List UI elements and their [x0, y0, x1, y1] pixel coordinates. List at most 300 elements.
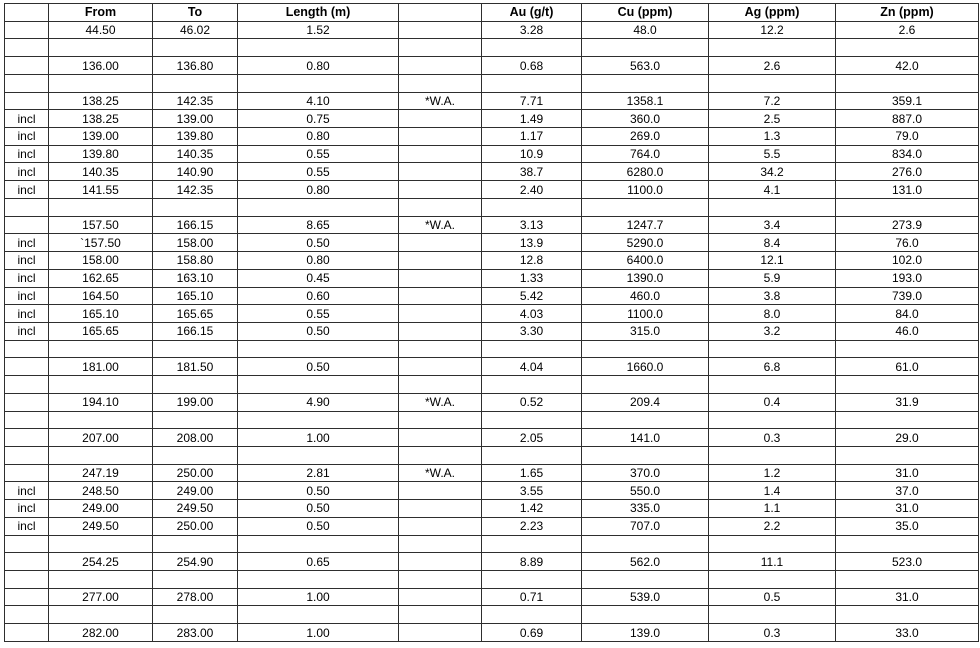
cell-from: [49, 606, 153, 624]
cell-length: [238, 376, 399, 394]
cell-from: [49, 446, 153, 464]
spacer-row: [5, 340, 979, 358]
table-row: [5, 92, 979, 110]
header-cell-wa: [399, 4, 482, 22]
cell-ag: 5.5: [709, 145, 836, 163]
cell-marker: [5, 358, 49, 376]
cell-cu: 48.0: [582, 21, 709, 39]
cell-cu: 707.0: [582, 517, 709, 535]
cell-marker: incl: [5, 482, 49, 500]
table-row: [5, 322, 979, 340]
cell-from: 138.25: [49, 92, 153, 110]
cell-cu: 209.4: [582, 393, 709, 411]
cell-wa: [399, 535, 482, 553]
cell-cu: 370.0: [582, 464, 709, 482]
cell-au: 3.30: [482, 322, 582, 340]
cell-au: [482, 606, 582, 624]
cell-cu: 269.0: [582, 128, 709, 146]
cell-to: [153, 74, 238, 92]
cell-au: [482, 74, 582, 92]
cell-zn: [836, 198, 979, 216]
cell-length: 0.55: [238, 305, 399, 323]
cell-zn: 273.9: [836, 216, 979, 234]
cell-length: 2.81: [238, 464, 399, 482]
cell-zn: 42.0: [836, 57, 979, 75]
table-row: [5, 21, 979, 39]
cell-to: [153, 340, 238, 358]
cell-cu: 1100.0: [582, 181, 709, 199]
cell-marker: [5, 535, 49, 553]
cell-ag: 1.1: [709, 500, 836, 518]
header-cell-to: To: [153, 4, 238, 22]
cell-marker: incl: [5, 145, 49, 163]
cell-ag: 2.5: [709, 110, 836, 128]
header-cell-marker: [5, 4, 49, 22]
cell-from: [49, 39, 153, 57]
cell-ag: 1.4: [709, 482, 836, 500]
table-row: [5, 464, 979, 482]
spacer-row: [5, 376, 979, 394]
cell-length: 0.80: [238, 57, 399, 75]
cell-zn: 31.0: [836, 500, 979, 518]
cell-marker: incl: [5, 163, 49, 181]
cell-cu: [582, 535, 709, 553]
cell-ag: 5.9: [709, 269, 836, 287]
cell-au: 1.49: [482, 110, 582, 128]
cell-from: 165.10: [49, 305, 153, 323]
cell-wa: [399, 588, 482, 606]
cell-length: 0.75: [238, 110, 399, 128]
table-row: [5, 393, 979, 411]
cell-wa: [399, 429, 482, 447]
cell-zn: [836, 74, 979, 92]
cell-marker: incl: [5, 322, 49, 340]
cell-from: 254.25: [49, 553, 153, 571]
table-row: [5, 128, 979, 146]
cell-ag: [709, 376, 836, 394]
cell-ag: [709, 571, 836, 589]
cell-zn: [836, 39, 979, 57]
cell-to: 249.50: [153, 500, 238, 518]
cell-from: 158.00: [49, 252, 153, 270]
cell-length: 0.50: [238, 517, 399, 535]
cell-wa: [399, 269, 482, 287]
cell-au: 5.42: [482, 287, 582, 305]
cell-length: 0.50: [238, 322, 399, 340]
cell-ag: 2.6: [709, 57, 836, 75]
cell-zn: 76.0: [836, 234, 979, 252]
assay-table-body: [5, 21, 979, 641]
cell-cu: 5290.0: [582, 234, 709, 252]
spacer-row: [5, 606, 979, 624]
cell-marker: incl: [5, 305, 49, 323]
cell-to: 254.90: [153, 553, 238, 571]
cell-marker: [5, 429, 49, 447]
cell-ag: [709, 606, 836, 624]
cell-to: 165.65: [153, 305, 238, 323]
cell-cu: [582, 446, 709, 464]
table-row: [5, 482, 979, 500]
cell-wa: [399, 340, 482, 358]
cell-au: 8.89: [482, 553, 582, 571]
cell-to: 199.00: [153, 393, 238, 411]
cell-zn: [836, 446, 979, 464]
cell-wa: [399, 553, 482, 571]
cell-to: 158.80: [153, 252, 238, 270]
cell-to: [153, 39, 238, 57]
cell-ag: [709, 198, 836, 216]
cell-marker: [5, 74, 49, 92]
cell-cu: 1100.0: [582, 305, 709, 323]
cell-au: 1.42: [482, 500, 582, 518]
cell-ag: [709, 446, 836, 464]
cell-to: 166.15: [153, 216, 238, 234]
cell-marker: incl: [5, 517, 49, 535]
cell-marker: incl: [5, 128, 49, 146]
cell-length: 0.80: [238, 128, 399, 146]
cell-from: 162.65: [49, 269, 153, 287]
spacer-row: [5, 446, 979, 464]
cell-marker: incl: [5, 110, 49, 128]
cell-to: 139.00: [153, 110, 238, 128]
cell-from: 249.50: [49, 517, 153, 535]
cell-au: 1.33: [482, 269, 582, 287]
cell-ag: 0.5: [709, 588, 836, 606]
table-row: [5, 553, 979, 571]
cell-to: 208.00: [153, 429, 238, 447]
cell-wa: [399, 624, 482, 642]
cell-zn: [836, 376, 979, 394]
cell-from: 249.00: [49, 500, 153, 518]
cell-wa: [399, 39, 482, 57]
table-row: [5, 181, 979, 199]
cell-au: 2.05: [482, 429, 582, 447]
cell-length: 8.65: [238, 216, 399, 234]
cell-wa: [399, 128, 482, 146]
header-cell-from: From: [49, 4, 153, 22]
cell-au: [482, 535, 582, 553]
table-row: [5, 305, 979, 323]
cell-length: 0.45: [238, 269, 399, 287]
cell-from: `157.50: [49, 234, 153, 252]
cell-ag: [709, 411, 836, 429]
cell-length: [238, 571, 399, 589]
cell-cu: 1358.1: [582, 92, 709, 110]
cell-length: [238, 606, 399, 624]
cell-marker: [5, 376, 49, 394]
cell-from: [49, 376, 153, 394]
cell-from: 165.65: [49, 322, 153, 340]
cell-zn: 31.0: [836, 588, 979, 606]
spacer-row: [5, 39, 979, 57]
cell-from: [49, 340, 153, 358]
cell-ag: 1.3: [709, 128, 836, 146]
cell-marker: [5, 464, 49, 482]
cell-zn: [836, 411, 979, 429]
cell-length: 1.52: [238, 21, 399, 39]
cell-from: [49, 74, 153, 92]
cell-ag: 1.2: [709, 464, 836, 482]
cell-to: [153, 411, 238, 429]
cell-to: 250.00: [153, 464, 238, 482]
cell-from: 207.00: [49, 429, 153, 447]
cell-cu: [582, 340, 709, 358]
cell-ag: 0.3: [709, 429, 836, 447]
cell-length: 0.50: [238, 500, 399, 518]
cell-length: 0.50: [238, 358, 399, 376]
cell-length: 0.80: [238, 181, 399, 199]
cell-cu: 539.0: [582, 588, 709, 606]
cell-ag: 34.2: [709, 163, 836, 181]
cell-cu: 764.0: [582, 145, 709, 163]
spacer-row: [5, 535, 979, 553]
cell-ag: 0.4: [709, 393, 836, 411]
cell-cu: 460.0: [582, 287, 709, 305]
cell-to: 139.80: [153, 128, 238, 146]
cell-to: 165.10: [153, 287, 238, 305]
cell-au: 4.04: [482, 358, 582, 376]
cell-cu: 1660.0: [582, 358, 709, 376]
cell-cu: 550.0: [582, 482, 709, 500]
cell-length: 1.00: [238, 588, 399, 606]
cell-length: 0.60: [238, 287, 399, 305]
table-row: [5, 163, 979, 181]
table-row: [5, 358, 979, 376]
cell-cu: 6280.0: [582, 163, 709, 181]
cell-zn: 887.0: [836, 110, 979, 128]
cell-cu: [582, 606, 709, 624]
cell-to: [153, 535, 238, 553]
cell-to: 136.80: [153, 57, 238, 75]
cell-marker: [5, 57, 49, 75]
cell-ag: 0.3: [709, 624, 836, 642]
cell-ag: 4.1: [709, 181, 836, 199]
cell-from: [49, 411, 153, 429]
cell-to: 142.35: [153, 181, 238, 199]
cell-ag: 7.2: [709, 92, 836, 110]
cell-au: [482, 411, 582, 429]
cell-au: [482, 376, 582, 394]
table-row: [5, 234, 979, 252]
table-row: [5, 110, 979, 128]
cell-wa: *W.A.: [399, 216, 482, 234]
cell-wa: [399, 411, 482, 429]
cell-zn: 31.0: [836, 464, 979, 482]
cell-to: 166.15: [153, 322, 238, 340]
cell-zn: 131.0: [836, 181, 979, 199]
cell-zn: 46.0: [836, 322, 979, 340]
cell-wa: [399, 322, 482, 340]
cell-zn: 79.0: [836, 128, 979, 146]
cell-zn: 102.0: [836, 252, 979, 270]
cell-marker: incl: [5, 269, 49, 287]
cell-au: 1.65: [482, 464, 582, 482]
table-row: [5, 216, 979, 234]
cell-length: 0.50: [238, 482, 399, 500]
cell-wa: [399, 358, 482, 376]
cell-zn: 523.0: [836, 553, 979, 571]
cell-zn: 31.9: [836, 393, 979, 411]
cell-cu: 141.0: [582, 429, 709, 447]
cell-marker: [5, 92, 49, 110]
cell-length: [238, 535, 399, 553]
cell-cu: 563.0: [582, 57, 709, 75]
header-cell-ag: Ag (ppm): [709, 4, 836, 22]
table-row: [5, 500, 979, 518]
cell-to: 142.35: [153, 92, 238, 110]
cell-length: 1.00: [238, 624, 399, 642]
cell-ag: [709, 535, 836, 553]
cell-wa: [399, 74, 482, 92]
cell-zn: 739.0: [836, 287, 979, 305]
cell-length: [238, 39, 399, 57]
cell-au: 0.69: [482, 624, 582, 642]
cell-length: 0.65: [238, 553, 399, 571]
cell-zn: [836, 606, 979, 624]
cell-wa: [399, 446, 482, 464]
cell-length: 0.50: [238, 234, 399, 252]
cell-au: 4.03: [482, 305, 582, 323]
cell-marker: incl: [5, 500, 49, 518]
cell-ag: 3.2: [709, 322, 836, 340]
cell-to: 140.35: [153, 145, 238, 163]
cell-au: 3.13: [482, 216, 582, 234]
cell-ag: [709, 340, 836, 358]
cell-wa: *W.A.: [399, 464, 482, 482]
cell-length: [238, 340, 399, 358]
cell-from: 277.00: [49, 588, 153, 606]
cell-ag: 6.8: [709, 358, 836, 376]
header-cell-length: Length (m): [238, 4, 399, 22]
cell-wa: [399, 21, 482, 39]
table-row: [5, 145, 979, 163]
cell-zn: 359.1: [836, 92, 979, 110]
cell-zn: 276.0: [836, 163, 979, 181]
table-row: [5, 588, 979, 606]
cell-to: 250.00: [153, 517, 238, 535]
cell-cu: [582, 198, 709, 216]
cell-marker: incl: [5, 181, 49, 199]
cell-zn: [836, 535, 979, 553]
cell-ag: [709, 74, 836, 92]
cell-wa: [399, 571, 482, 589]
cell-zn: 35.0: [836, 517, 979, 535]
cell-marker: [5, 340, 49, 358]
cell-ag: [709, 39, 836, 57]
table-row: [5, 624, 979, 642]
table-row: [5, 269, 979, 287]
cell-from: 247.19: [49, 464, 153, 482]
cell-length: [238, 411, 399, 429]
header-cell-au: Au (g/t): [482, 4, 582, 22]
cell-au: 13.9: [482, 234, 582, 252]
cell-zn: 84.0: [836, 305, 979, 323]
cell-to: 278.00: [153, 588, 238, 606]
cell-to: 158.00: [153, 234, 238, 252]
cell-au: 10.9: [482, 145, 582, 163]
cell-to: 46.02: [153, 21, 238, 39]
cell-wa: [399, 234, 482, 252]
cell-length: 1.00: [238, 429, 399, 447]
cell-to: [153, 606, 238, 624]
cell-cu: 562.0: [582, 553, 709, 571]
cell-from: 141.55: [49, 181, 153, 199]
assay-results-table: [4, 3, 979, 642]
cell-wa: [399, 252, 482, 270]
cell-wa: [399, 110, 482, 128]
cell-cu: [582, 39, 709, 57]
cell-wa: [399, 500, 482, 518]
cell-length: 4.10: [238, 92, 399, 110]
cell-au: 7.71: [482, 92, 582, 110]
header-cell-cu: Cu (ppm): [582, 4, 709, 22]
cell-from: 138.25: [49, 110, 153, 128]
cell-from: 140.35: [49, 163, 153, 181]
cell-au: [482, 340, 582, 358]
cell-from: 139.80: [49, 145, 153, 163]
cell-wa: [399, 181, 482, 199]
cell-marker: [5, 571, 49, 589]
cell-cu: 335.0: [582, 500, 709, 518]
cell-from: 282.00: [49, 624, 153, 642]
cell-to: 283.00: [153, 624, 238, 642]
spacer-row: [5, 571, 979, 589]
cell-to: 249.00: [153, 482, 238, 500]
cell-from: 136.00: [49, 57, 153, 75]
cell-zn: 37.0: [836, 482, 979, 500]
table-row: [5, 429, 979, 447]
cell-marker: [5, 21, 49, 39]
cell-wa: [399, 517, 482, 535]
cell-from: 157.50: [49, 216, 153, 234]
cell-to: 181.50: [153, 358, 238, 376]
cell-au: [482, 571, 582, 589]
cell-zn: 29.0: [836, 429, 979, 447]
cell-ag: 2.2: [709, 517, 836, 535]
cell-zn: 33.0: [836, 624, 979, 642]
cell-marker: [5, 393, 49, 411]
cell-au: [482, 198, 582, 216]
cell-marker: [5, 588, 49, 606]
cell-au: 12.8: [482, 252, 582, 270]
cell-au: 2.40: [482, 181, 582, 199]
table-row: [5, 252, 979, 270]
cell-wa: [399, 305, 482, 323]
cell-from: [49, 535, 153, 553]
cell-ag: 3.4: [709, 216, 836, 234]
cell-length: [238, 74, 399, 92]
cell-au: 0.52: [482, 393, 582, 411]
cell-to: 163.10: [153, 269, 238, 287]
cell-wa: [399, 163, 482, 181]
cell-au: 38.7: [482, 163, 582, 181]
cell-ag: 3.8: [709, 287, 836, 305]
cell-marker: [5, 198, 49, 216]
cell-from: 139.00: [49, 128, 153, 146]
cell-marker: [5, 446, 49, 464]
cell-length: 0.55: [238, 163, 399, 181]
cell-marker: [5, 606, 49, 624]
cell-marker: incl: [5, 234, 49, 252]
cell-cu: 1247.7: [582, 216, 709, 234]
cell-cu: 360.0: [582, 110, 709, 128]
cell-wa: *W.A.: [399, 92, 482, 110]
cell-wa: [399, 287, 482, 305]
cell-zn: [836, 571, 979, 589]
cell-length: [238, 198, 399, 216]
cell-cu: 315.0: [582, 322, 709, 340]
header-cell-zn: Zn (ppm): [836, 4, 979, 22]
